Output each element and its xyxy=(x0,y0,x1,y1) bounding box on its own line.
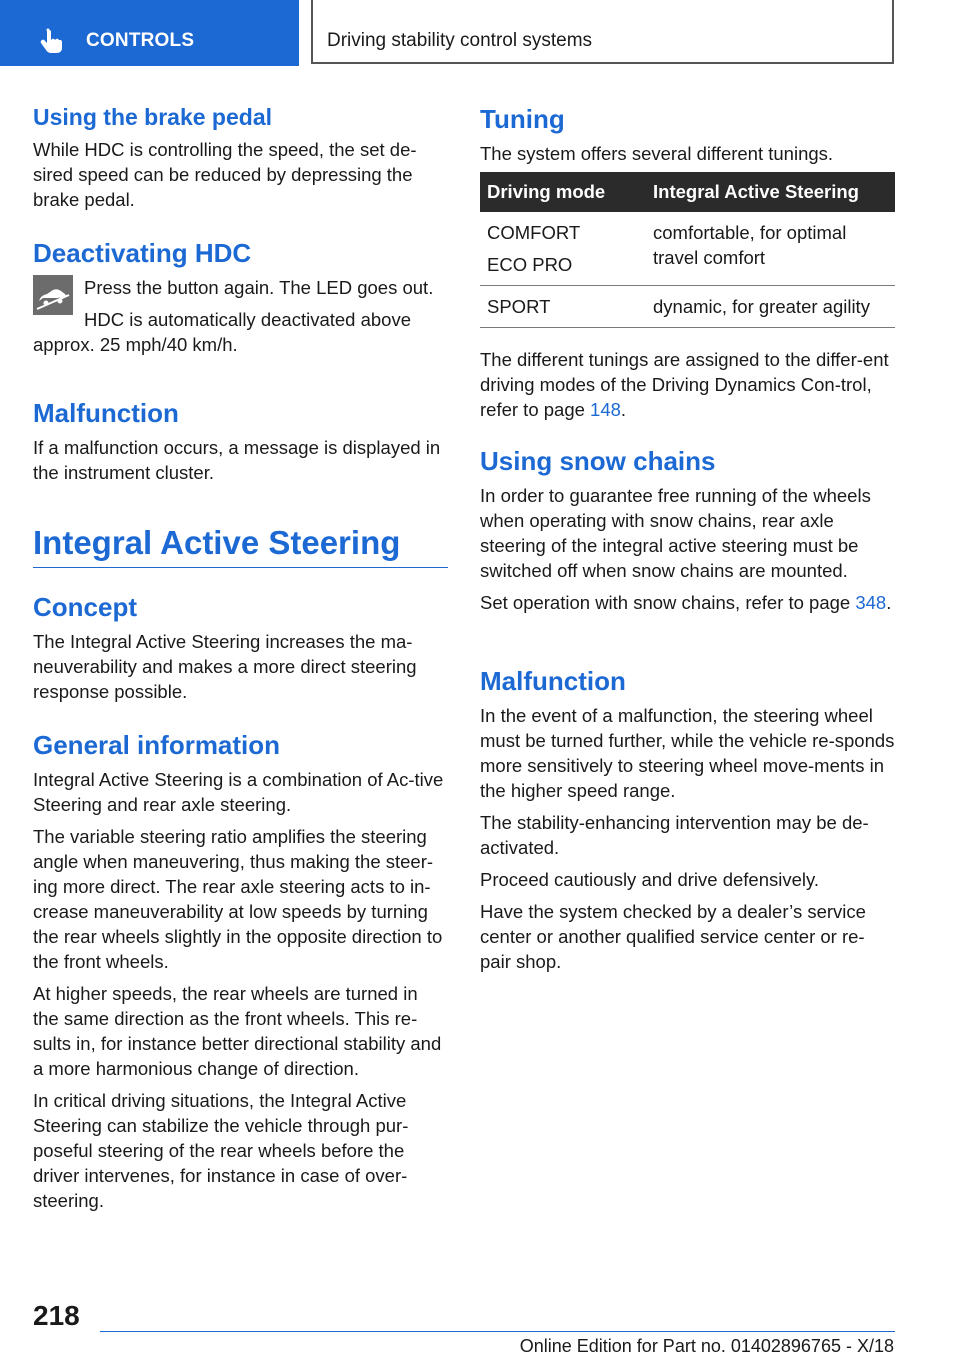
tunings-text-end: . xyxy=(620,399,627,420)
concept-text: The Integral Active Steering increases the ma-neuverability and makes a more direct steering response possible. xyxy=(33,631,417,702)
snow-chains-paragraph-2 xyxy=(480,590,895,615)
table-header-integral-active-steering: Integral Active Steering xyxy=(646,172,895,212)
hdc-malfunction-section xyxy=(33,398,448,485)
table-row xyxy=(480,286,895,328)
tunings-assignment-section xyxy=(480,347,895,422)
general-paragraph-3: At higher speeds, the rear wheels are turned in the same direction as the front wheels. This re-sults in, for instance better directional stability and a more harmonious change of direction. xyxy=(33,983,442,1079)
heading-general-information: General information xyxy=(33,730,281,760)
tuning-table xyxy=(480,172,895,328)
heading-tuning: Tuning xyxy=(480,104,565,134)
table-cell-description: dynamic, for greater agility xyxy=(646,286,895,328)
heading-integral-active-steering: Integral Active Steering xyxy=(33,524,401,561)
steering-malfunction-paragraph-3: Proceed cautiously and drive defensively. xyxy=(480,869,820,890)
heading-using-brake-pedal: Using the brake pedal xyxy=(33,104,273,130)
snow-text-part: Set operation with snow chains, refer to page xyxy=(480,592,856,613)
chapter-tab-controls[interactable] xyxy=(0,0,299,66)
heading-using-snow-chains: Using snow chains xyxy=(480,446,716,476)
deactivate-hdc-text: Press the button again. The LED goes out. xyxy=(84,277,434,298)
general-information-section xyxy=(33,730,448,1213)
mode-comfort: COMFORT xyxy=(487,222,581,243)
concept-section xyxy=(33,592,448,704)
table-cell-mode xyxy=(480,286,646,328)
table-cell-description: comfortable, for optimal travel comfort xyxy=(646,212,895,286)
hand-pointer-icon xyxy=(38,28,64,54)
chapter-tab-label: CONTROLS xyxy=(86,30,195,51)
general-paragraph-4: In critical driving situations, the Integral Active Steering can stabilize the vehicle through pur-poseful steering of the rear wheels before the driver intervenes, for instance in case of over-steering. xyxy=(33,1090,409,1211)
integral-active-steering-section xyxy=(33,524,448,562)
section-title: Driving stability control systems xyxy=(327,30,593,51)
page-number: 218 xyxy=(33,1300,80,1331)
general-paragraph-2: The variable steering ratio amplifies the steering angle when maneuvering, thus making the steer-ing more direct. The rear axle steering acts to in-crease maneuverability at low speeds by turning the rear wheels slightly in the opposite direction to the front wheels. xyxy=(33,826,443,972)
hdc-malfunction-text: If a malfunction occurs, a message is displayed in the instrument cluster. xyxy=(33,437,441,483)
general-paragraph-1: Integral Active Steering is a combination of Ac-tive Steering and rear axle steering. xyxy=(33,769,444,815)
tuning-section xyxy=(480,104,895,166)
hdc-auto-deactivate-text-1: HDC is automatically deactivated above xyxy=(84,309,411,330)
page-header xyxy=(0,0,960,66)
table-header-row xyxy=(480,172,895,212)
heading-malfunction-steering: Malfunction xyxy=(480,666,626,696)
section-title-box xyxy=(311,0,894,64)
snow-text-end: . xyxy=(886,592,892,613)
mode-sport: SPORT xyxy=(487,296,551,317)
mode-eco-pro: ECO PRO xyxy=(487,254,573,275)
deactivating-hdc-section xyxy=(33,238,448,357)
section-divider xyxy=(33,567,448,568)
snow-chains-paragraph-1: In order to guarantee free running of the wheels when operating with snow chains, rear axle steering of the integral active steering must be switched off when snow chains are mounted. xyxy=(480,485,871,581)
table-cell-mode xyxy=(480,212,646,286)
table-header-driving-mode: Driving mode xyxy=(480,172,646,212)
steering-malfunction-paragraph-1: In the event of a malfunction, the steering wheel must be turned further, while the vehicle re-sponds more sensitively to steering wheel move-ments in the higher speed range. xyxy=(480,705,895,801)
page-link-148[interactable]: 148 xyxy=(590,399,621,420)
tunings-text-part: The different tunings are assigned to the differ-ent driving modes of the Driving Dynamics Con-trol, refer to page xyxy=(480,349,889,420)
heading-malfunction-hdc: Malfunction xyxy=(33,398,179,428)
tunings-assignment-text xyxy=(480,347,895,422)
footer-divider xyxy=(100,1331,895,1332)
steering-malfunction-paragraph-2: The stability-enhancing intervention may be de-activated. xyxy=(480,812,869,858)
brake-pedal-text: While HDC is controlling the speed, the set de-sired speed can be reduced by depressing the brake pedal. xyxy=(33,139,417,210)
tuning-table-wrap xyxy=(480,172,895,328)
table-row xyxy=(480,212,895,286)
snow-chains-section xyxy=(480,446,895,615)
brake-pedal-section xyxy=(33,104,448,212)
online-edition-text: Online Edition for Part no. 01402896765 - X/18 xyxy=(519,1336,894,1356)
page-link-348[interactable]: 348 xyxy=(855,592,887,613)
steering-malfunction-paragraph-4: Have the system checked by a dealer’s service center or another qualified service center or re-pair shop. xyxy=(480,901,866,972)
hill-descent-control-icon xyxy=(33,275,73,315)
tuning-text: The system offers several different tunings. xyxy=(480,143,834,164)
hdc-auto-deactivate-text-2: approx. 25 mph/40 km/h. xyxy=(33,334,238,355)
heading-deactivating-hdc: Deactivating HDC xyxy=(33,238,252,268)
steering-malfunction-section xyxy=(480,666,895,974)
heading-concept: Concept xyxy=(33,592,137,622)
